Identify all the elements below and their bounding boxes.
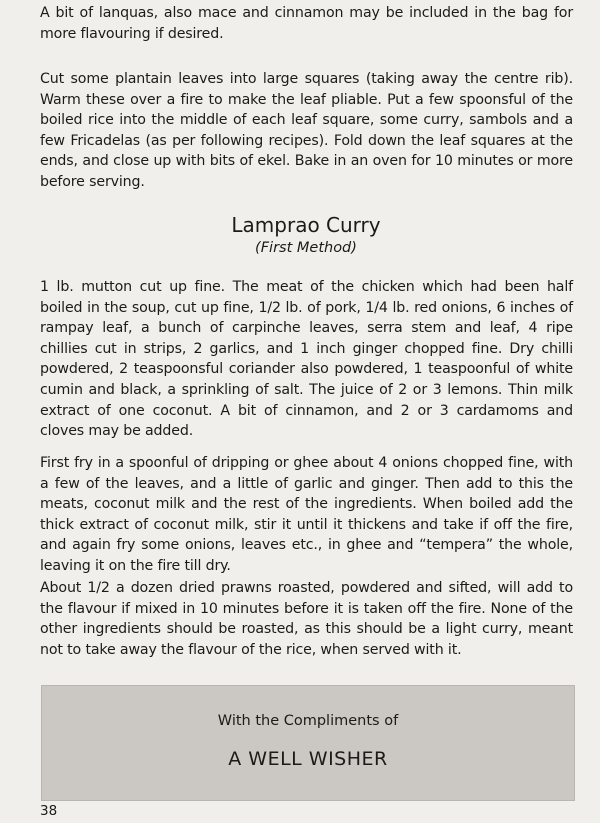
prawns-note-paragraph: About 1/2 a dozen dried prawns roasted, powdered and sifted, will add to the flavour if mixed in 10 minutes before it is taken off the fire. None of the other ingredients should be roasted, as this should be a light curry, meant not to take away the flavour of the rice, when served with it.: [40, 580, 573, 658]
compliments-box: [41, 685, 575, 801]
recipe-title: Lamprao Curry: [231, 213, 381, 237]
recipe-subtitle: (First Method): [255, 240, 357, 256]
compliments-text: With the Compliments of: [217, 713, 399, 729]
ingredients-paragraph: 1 lb. mutton cut up fine. The meat of the chicken which had been half boiled in the soup, cut up fine, 1/2 lb. of pork, 1/4 lb. red onions, 6 inches of rampay leaf, a bunch of carpinche leaves, serra stem and leaf, 4 ripe chillies cut in strips, 2 garlics, and 1 inch ginger chopped fine. Dry chilli powdered, 2 teaspoonsful coriander also powdered, 1 teaspoonful of white cumin and black, a sprinkling of salt. The juice of 2 or 3 lemons. Thin milk extract of one coconut. A bit of cinnamon, and 2 or 3 cardamoms and cloves may be added.: [40, 279, 573, 440]
page-number: 38: [40, 803, 58, 819]
method-paragraph: First fry in a spoonful of dripping or ghee about 4 onions chopped fine, with a few of the leaves, and a little of garlic and ginger. Then add to this the meats, coconut milk and the rest of the ingredients. When boiled add the thick extract of coconut milk, stir it until it thickens and take if off the fire, and again fry some onions, leaves etc., in ghee and “tempera” the whole, leaving it on the fire till dry.: [40, 455, 573, 574]
intro-paragraph: A bit of lanquas, also mace and cinnamon may be included in the bag for more flavouring if desired.: [40, 5, 573, 42]
well-wisher-text: A WELL WISHER: [228, 748, 388, 770]
plantain-leaves-paragraph: Cut some plantain leaves into large squares (taking away the centre rib). Warm these over a fire to make the leaf pliable. Put a few spoonsful of the boiled rice into the middle of each leaf square, some curry, sambols and a few Fricadelas (as per following recipes). Fold down the leaf squares at the ends, and close up with bits of ekel. Bake in an oven for 10 minutes or more before serving.: [40, 71, 573, 190]
